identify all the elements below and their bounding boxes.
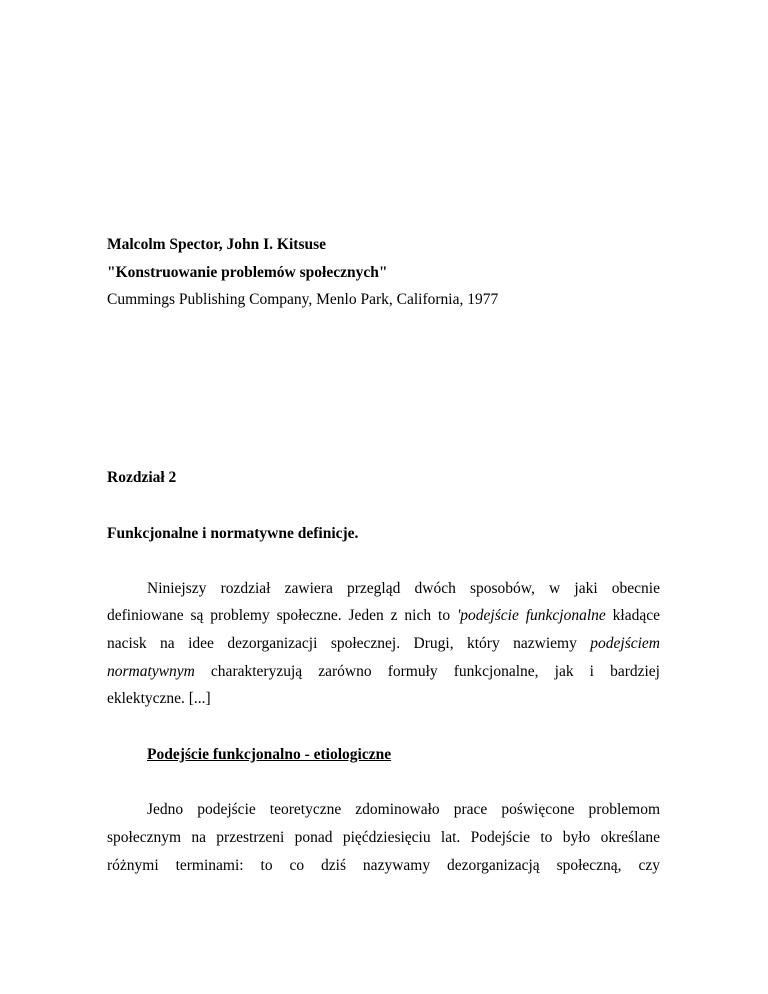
paragraph1-line2-pre: definiowane są problemy społeczne. Jeden z nich to [107,607,457,624]
paragraph1-line3 [107,635,660,653]
chapter-label: Rozdział 2 [107,469,177,486]
paragraph1-line4-italic: normatywnym [107,663,195,680]
section-title: Funkcjonalne i normatywne definicje. [107,525,359,542]
paragraph1-line2-italic: 'podejście funkcjonalne [456,607,606,624]
publisher-line: Cummings Publishing Company, Menlo Park, California, 1977 [107,291,499,308]
paragraph2-line2: społecznym na przestrzeni ponad pięćdziesięciu lat. Podejście to było określane [107,829,660,846]
paragraph1-line3-italic: podejściem [590,635,660,652]
authors-line: Malcolm Spector, John I. Kitsuse [107,236,327,253]
paragraph1-line4 [107,663,660,681]
paragraph1-line3-pre: nacisk na idee dezorganizacji społecznej. Drugi, który nazwiemy [107,635,591,652]
paragraph1-line1: Niniejszy rozdział zawiera przegląd dwóch sposobów, w jaki obecnie [147,580,660,597]
subsection-title: Podejście funkcjonalno - etiologiczne [147,746,392,763]
paragraph1-line2-post: kładące [605,607,660,624]
paragraph1-line5: eklektyczne. [...] [107,690,211,707]
paragraph2-line3: różnymi terminami: to co dziś nazywamy dezorganizacją społeczną, czy [107,857,660,874]
paragraph2-line1: Jedno podejście teoretyczne zdominowało prace poświęcone problemom [147,801,660,818]
book-title: "Konstruowanie problemów społecznych" [107,264,388,281]
paragraph1-line2 [107,607,660,625]
paragraph1-line4-post: charakteryzują zarówno formuły funkcjonalne, jak i bardziej [194,663,660,680]
